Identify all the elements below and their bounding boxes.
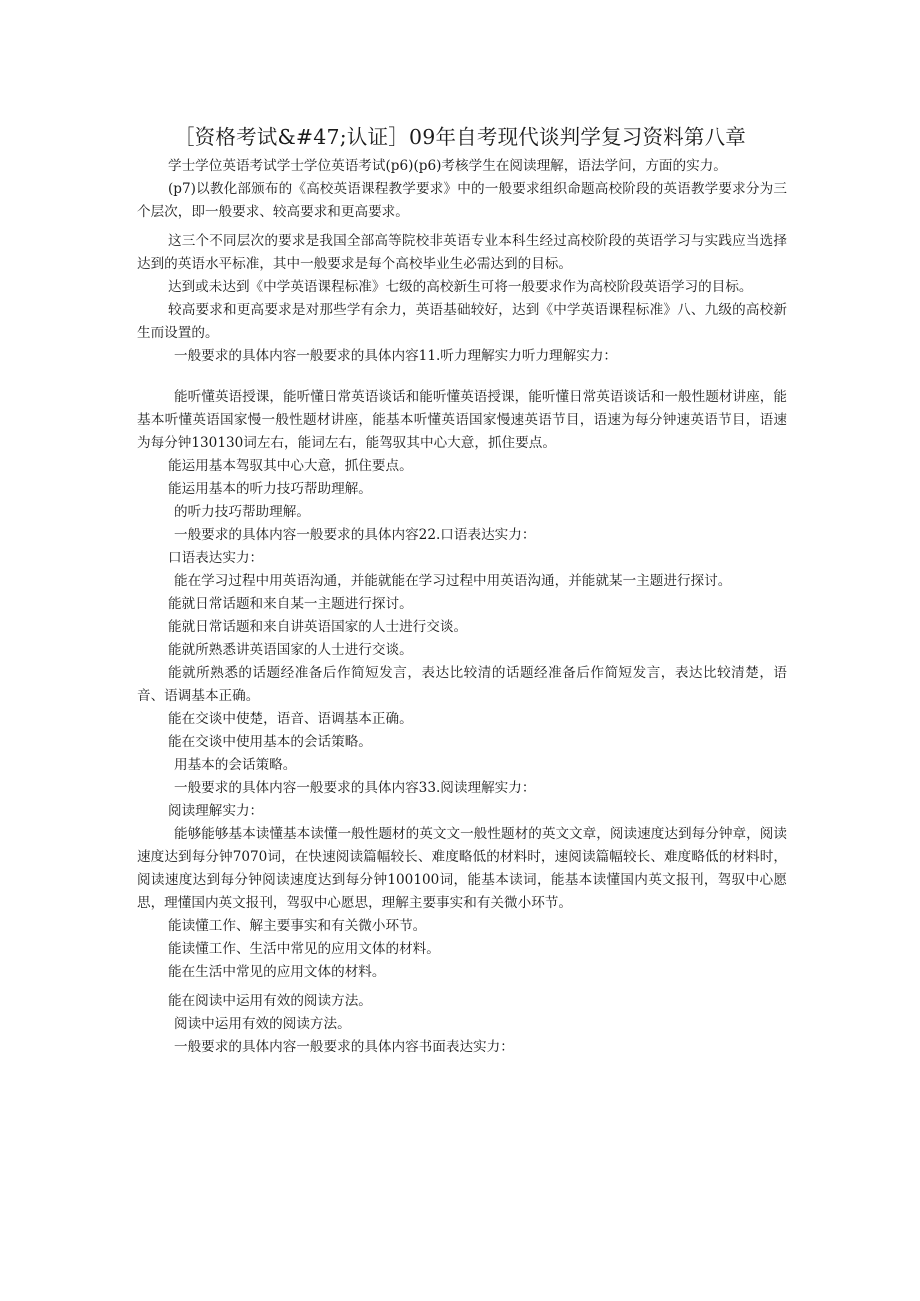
paragraph: 能够能够基本读懂基本读懂一般性题材的英文文一般性题材的英文文章，阅读速度达到每分钟章，阅读速度达到每分钟7070词，在快速阅读篇幅较长、难度略低的材料时，速阅读篇幅较长、难度略低的材料时，阅读速度达到每分钟阅读速度达到每分钟100100词，能基本读词，能基本读懂国内英文报刊，驾驭中心愿思，理懂国内英文报刊，驾驭中心愿思，理解主要事实和有关微小环节。 [137,826,787,911]
paragraph: 一般要求的具体内容一般要求的具体内容11.听力理解实力听力理解实力： [174,348,618,364]
paragraph: 一般要求的具体内容一般要求的具体内容22.口语表达实力： [174,527,536,543]
paragraph: 能运用基本驾驭其中心大意，抓住要点。 [168,458,413,474]
document-body [137,155,787,1059]
paragraph: 一般要求的具体内容一般要求的具体内容33.阅读理解实力： [174,780,536,796]
paragraph: 能就所熟悉的话题经准备后作简短发言，表达比较清的话题经准备后作简短发言，表达比较清楚，语音、语调基本正确。 [137,665,787,704]
paragraph: 学士学位英语考试学士学位英语考试(p6)(p6)考核学生在阅读理解，语法学问，方面的实力。 [168,158,727,174]
paragraph: 能就日常话题和来自讲英语国家的人士进行交谈。 [168,619,468,635]
paragraph: 能就所熟悉讲英语国家的人士进行交谈。 [168,642,413,658]
paragraph: 能在生活中常见的应用文体的材料。 [168,964,386,980]
paragraph: 能在阅读中运用有效的阅读方法。 [168,993,372,1009]
document-title: ［资格考试&#47;认证］09年自考现代谈判学复习资料第八章 [173,125,746,149]
paragraph: 能读懂工作、解主要事实和有关微小环节。 [168,918,427,934]
paragraph: 阅读理解实力： [168,803,264,819]
paragraph: 能运用基本的听力技巧帮助理解。 [168,481,372,497]
paragraph: 用基本的会话策略。 [174,757,297,773]
paragraph: 一般要求的具体内容一般要求的具体内容书面表达实力： [174,1039,514,1055]
paragraph: 能在交谈中使楚，语音、语调基本正确。 [168,711,413,727]
paragraph: 能就日常话题和来自某一主题进行探讨。 [168,596,413,612]
paragraph: 的听力技巧帮助理解。 [174,504,310,520]
paragraph: 口语表达实力： [168,550,264,566]
paragraph: 较高要求和更高要求是对那些学有余力，英语基础较好，达到《中学英语课程标准》八、九级的高校新生而设置的。 [137,302,787,341]
paragraph: 能在交谈中使用基本的会话策略。 [168,734,372,750]
paragraph: 这三个不同层次的要求是我国全部高等院校非英语专业本科生经过高校阶段的英语学习与实践应当选择达到的英语水平标准，其中一般要求是每个高校毕业生必需达到的目标。 [137,233,787,272]
paragraph: 达到或未达到《中学英语课程标准》七级的高校新生可将一般要求作为高校阶段英语学习的目标。 [168,279,753,295]
paragraph: 能在学习过程中用英语沟通，并能就能在学习过程中用英语沟通，并能就某一主题进行探讨。 [174,573,732,589]
paragraph: 能读懂工作、生活中常见的应用文体的材料。 [168,941,440,957]
paragraph: 阅读中运用有效的阅读方法。 [174,1016,351,1032]
paragraph: 能听懂英语授课，能听懂日常英语谈话和能听懂英语授课，能听懂日常英语谈话和一般性题材讲座，能基本听懂英语国家慢一般性题材讲座，能基本听懂英语国家慢速英语节目，语速为每分钟速英语节目，语速为每分钟130130词左右，能词左右，能驾驭其中心大意，抓住要点。 [137,389,787,451]
paragraph: (p7)以教化部颁布的《高校英语课程教学要求》中的一般要求组织命题高校阶段的英语教学要求分为三个层次，即一般要求、较高要求和更高要求。 [137,181,787,220]
